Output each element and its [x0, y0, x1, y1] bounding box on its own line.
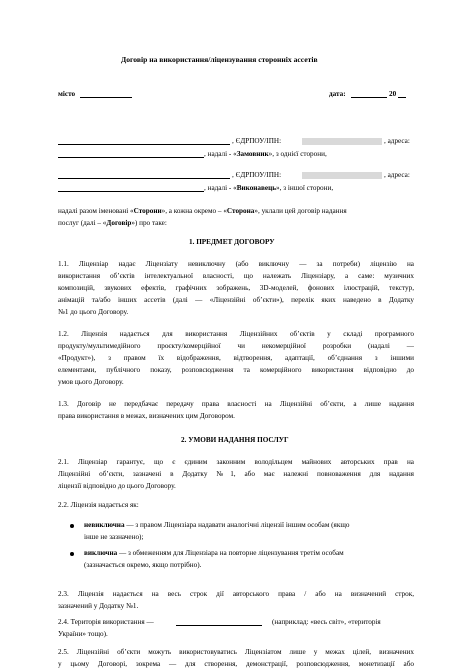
date-blank[interactable]: [351, 97, 387, 98]
clause-1-2: 1.2. Ліцензія надається для використання Ліцензійних об’єктів у складі програмного продукту/мультимедійного проєкту/комерційної чи некомерційної розробки (надалі — «Продукт»), з правом їх відображення, відтворення, адаптації, об’єднання з іншими елементами, публічного показу, розповсюдження та комерційного використання відповідно до умов цього Договору.: [58, 330, 414, 386]
section1-heading: 1. ПРЕДМЕТ ДОГОВОРУ: [189, 238, 275, 246]
year-prefix: 20: [389, 90, 397, 98]
intro-line-2: послуг (далі – «Договір») про таке:: [58, 219, 167, 227]
clause-2-4-cont: України» тощо).: [58, 630, 108, 638]
party2-name-blank[interactable]: [58, 178, 230, 179]
document-title: Договір на використання/ліцензування сторонніх ассетів: [121, 55, 318, 64]
party1-edrpou-field[interactable]: [302, 138, 382, 145]
clause-1-1: 1.1. Ліцензіар надає Ліцензіату невиключну (або виключну — за потреби) ліцензію на використання об’єктів інтелектуальної власності, що належать Ліцензіару, а саме: музичних композицій, звукових ефектів, графічних зображень, 3D-моделей, фонових ілюстрацій, текстур, анімацій та/або інших ассетів (далі — «Ліцензійні об’єкти»), перелік яких наведено в Додатку №1 до цього Договору.: [58, 260, 414, 316]
clause-2-4-end: (наприклад: «весь світ», «територія: [272, 618, 381, 626]
party1-role: , надалі - «Замовник», з однієї сторони,: [204, 150, 327, 158]
party2-edrpou-field[interactable]: [302, 172, 382, 179]
clause-2-4-start: 2.4. Територія використання —: [58, 618, 154, 626]
bullet-exclusive: виключна — з обмеженням для Ліцензіара на повторне ліцензування третім особам: [84, 549, 344, 557]
bullet-nonexclusive: невиключна — з правом Ліцензіара надавати аналогічні ліцензії іншим особам (якщо: [84, 521, 350, 529]
intro-line-1: надалі разом іменовані «Сторони», а кожна окремо – «Сторона», уклали цей договір надання: [58, 207, 347, 215]
territory-blank[interactable]: [176, 625, 262, 626]
clause-2-5: 2.5. Ліцензійні об’єкти можуть використовуватись Ліцензіатом лише у межах цілей, визначених у цьому Договорі, зокрема — для створення, демонстрації, розповсюдження, монетизації або: [58, 648, 414, 668]
clause-2-3: 2.3. Ліцензія надається на весь строк дії авторського права / або на визначений строк, зазначений у Додатку №1.: [58, 590, 414, 610]
party1-address-blank[interactable]: [58, 157, 204, 158]
bullet-dot: [70, 552, 74, 556]
party2-role: , надалі - «Виконавець», з іншої сторони,: [204, 184, 334, 192]
place-label: місто: [58, 90, 76, 98]
bullet-exclusive-cont: (зазначається окремо, якщо потрібно).: [84, 561, 202, 569]
section2-heading: 2. УМОВИ НАДАННЯ ПОСЛУГ: [181, 436, 289, 444]
party1-name-blank[interactable]: [58, 144, 230, 145]
bullet-dot: [70, 524, 74, 528]
place-blank[interactable]: [80, 97, 132, 98]
year-blank[interactable]: [398, 97, 406, 98]
party2-address-blank[interactable]: [58, 191, 204, 192]
clause-2-2: 2.2. Ліцензія надається як:: [58, 501, 139, 509]
clause-2-1: 2.1. Ліцензіар гарантує, що є єдиним законним володільцем майнових авторських прав на Ліцензійні об’єкти, зазначені в Додатку №1, або має належні повноваження для надання ліцензії відповідно до цього Договору.: [58, 458, 414, 490]
party2-address-label: , адреса:: [384, 171, 410, 179]
date-label: дата:: [329, 90, 346, 98]
party1-edrpou-label: , ЄДРПОУ/ІПН:: [232, 137, 282, 145]
bullet-nonexclusive-cont: інше не зазначено);: [84, 533, 144, 541]
party2-edrpou-label: , ЄДРПОУ/ІПН:: [232, 171, 282, 179]
party1-address-label: , адреса:: [384, 137, 410, 145]
clause-1-3: 1.3. Договір не передбачає передачу права власності на Ліцензійні об’єкти, а лише надання права використання в межах, визначених цим Договором.: [58, 400, 414, 420]
